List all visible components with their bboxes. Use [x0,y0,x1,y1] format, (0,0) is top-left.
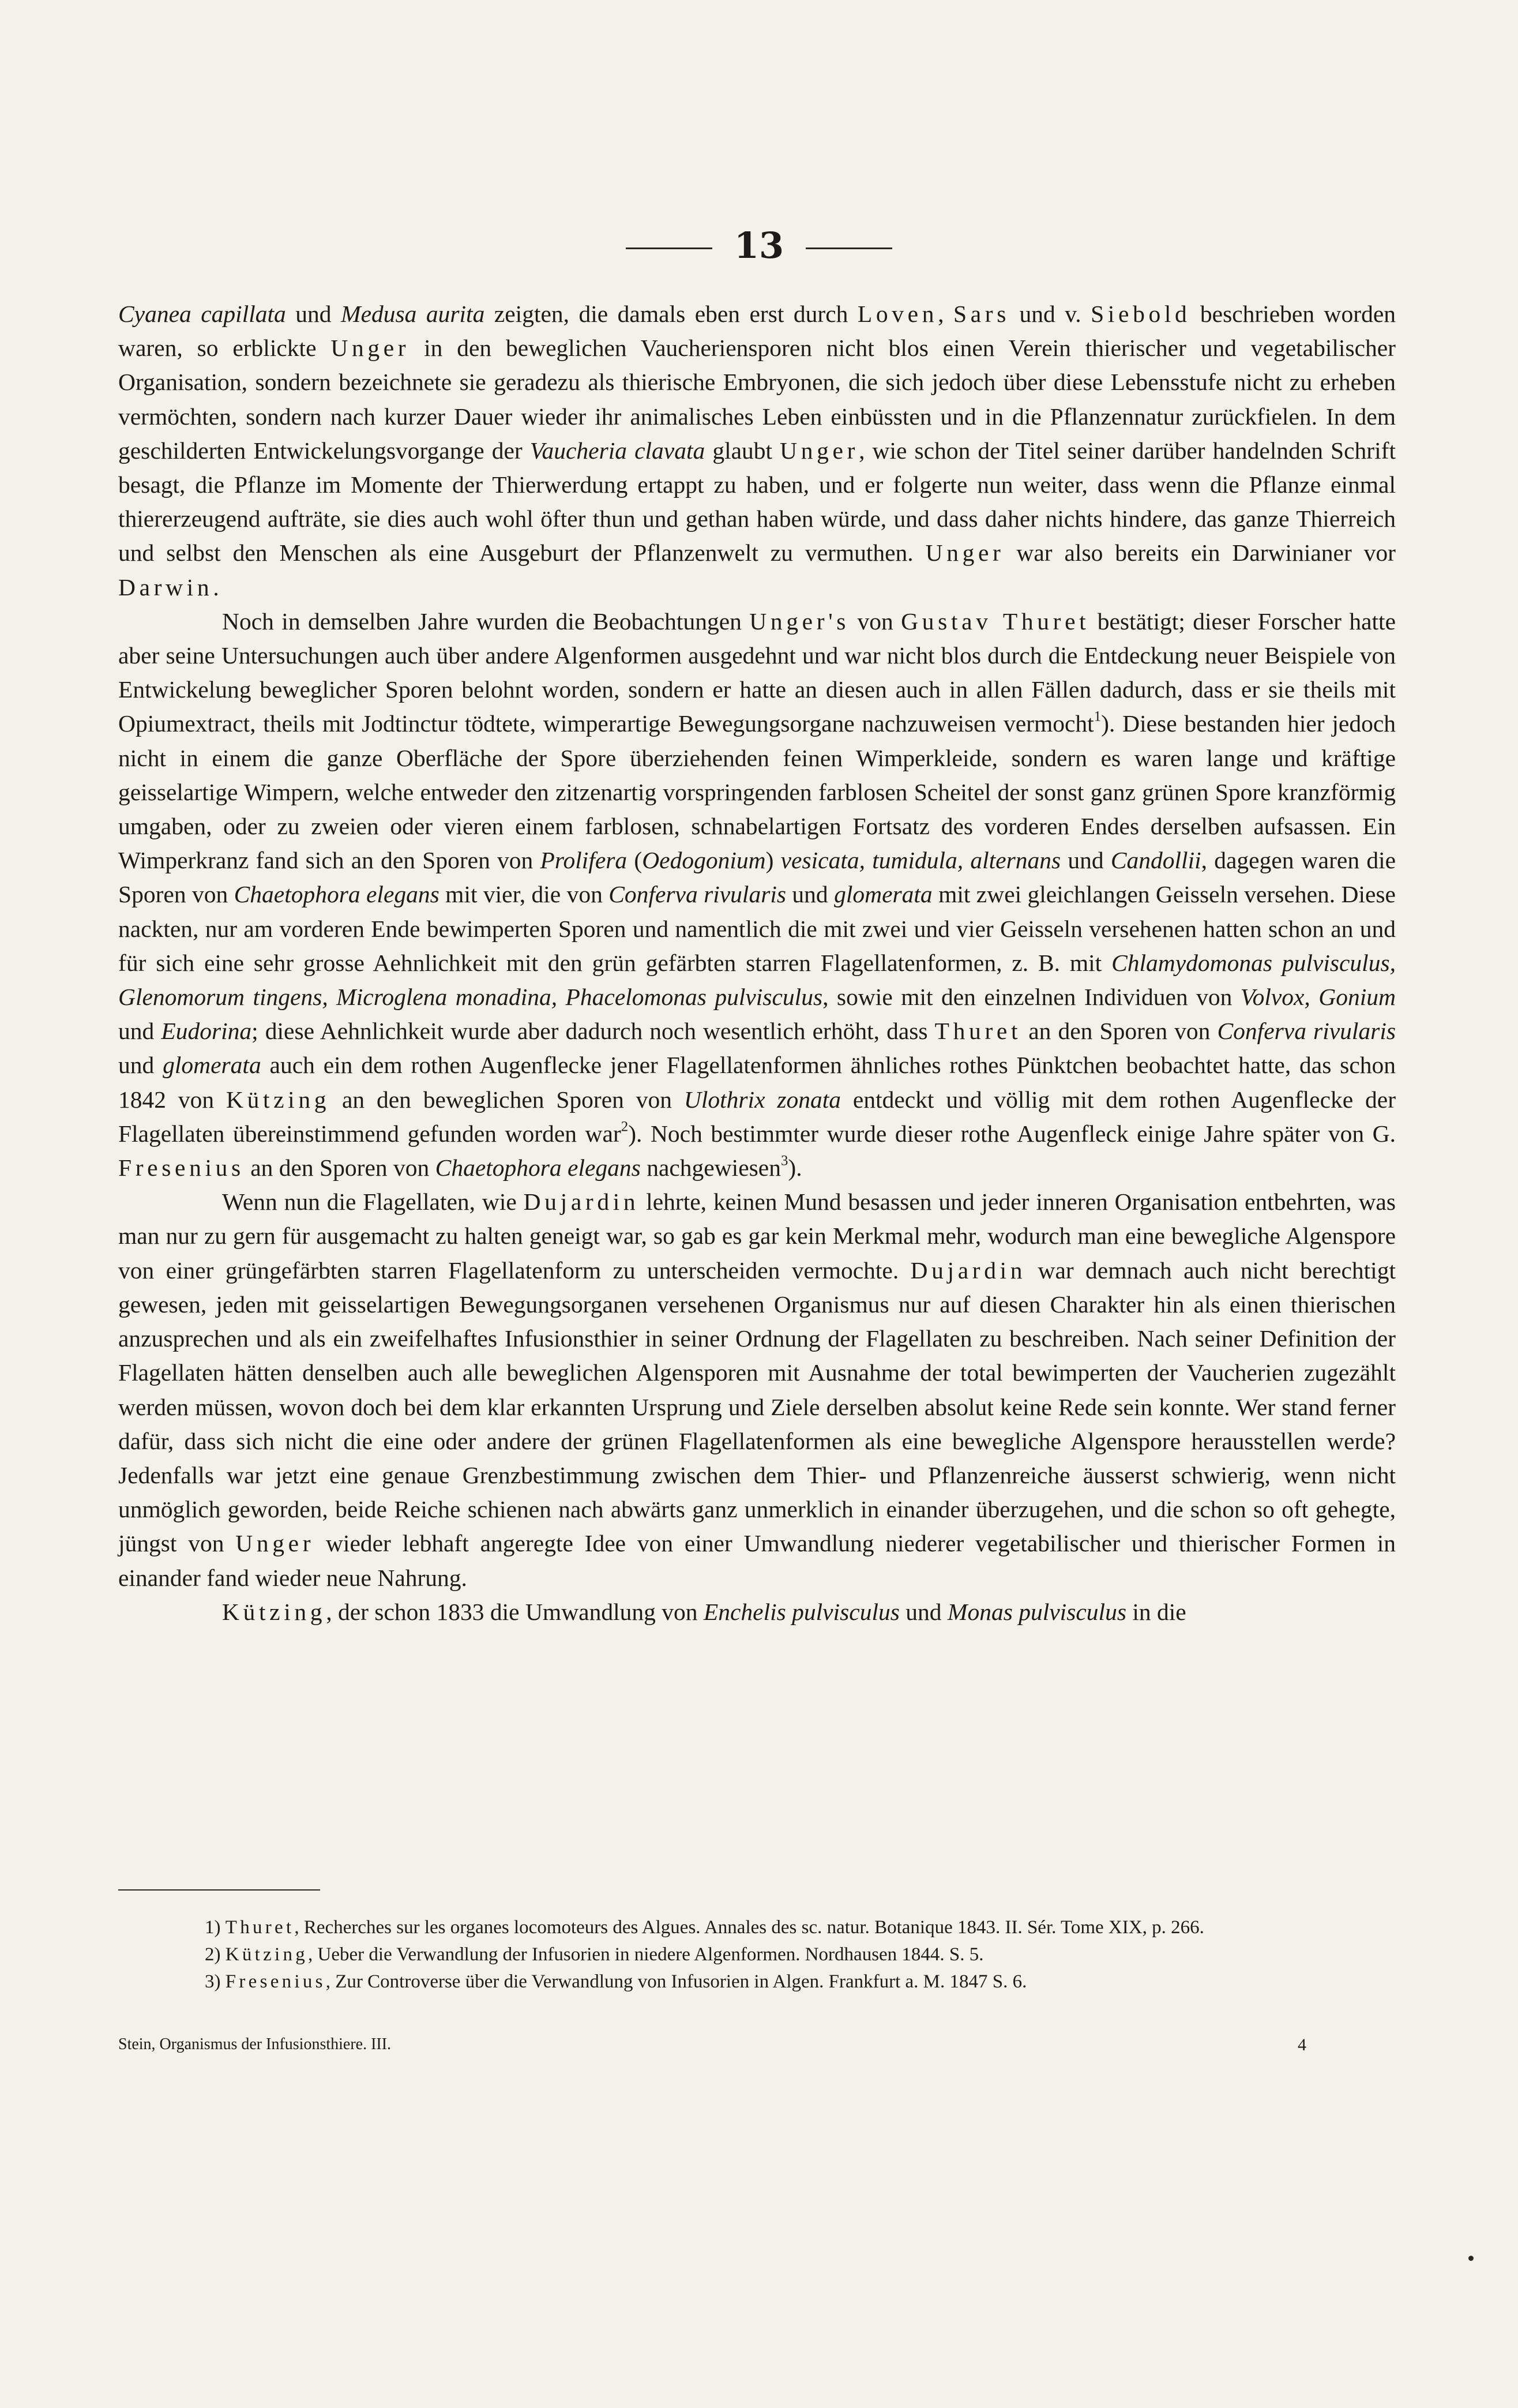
text-run: und [1061,847,1111,874]
text-run: war also bereits ein Darwinianer vor [1004,539,1396,567]
text-run: 1) [205,1917,226,1938]
text-run: , Recherches sur les organes locomoteurs des Algues. Annales des sc. natur. Botanique 1843. II. Sér. Tome XIX, p. 266. [294,1917,1204,1938]
species-name: Medusa aurita [341,301,485,327]
species-name: Cyanea capillata [118,301,286,327]
species-name: Chaetophora elegans [234,881,439,908]
author-name: Kützing [225,1944,309,1965]
species-name: Oedogonium [642,847,766,874]
species-name: Eudorina [161,1018,252,1045]
text-run: bestätigt; dieser Forscher hatte aber seine Untersuchungen auch über andere Algenformen ausgedehnt und war nicht blos durch die Entdeckung neuer Beispiele von Entwickelung beweglicher Sporen belohnt worden, sondern er hatte an diesen auch in allen Fällen dadurch, dass er sie theils mit Opiumextract, theils mit Jodtinctur tödtete, wimperartige Bewegungsorgane nachzuweisen vermocht [118,607,1396,737]
author-name: Thuret [934,1018,1022,1045]
species-name: Vaucheria clavata [529,437,705,464]
author-name: Dujardin [523,1188,640,1216]
text-run: und [786,881,835,908]
author-name: Sars [953,301,1010,327]
text-run: ). [788,1154,802,1182]
species-name: Monas pulvisculus [947,1598,1126,1625]
footnote-ref: 3 [780,1153,788,1169]
species-name: Volvox, Gonium [1240,984,1396,1011]
footnote-ref: 2 [621,1119,629,1135]
footnotes [118,1914,1396,1996]
text-run: ) [765,847,781,874]
paragraph [118,1595,1396,1629]
species-name: glomerata [834,881,933,908]
author-name: Kützing [226,1086,330,1113]
text-run: mit vier, die von [439,881,609,908]
text-run: ( [627,847,642,874]
text-run: ). Noch bestimmter wurde dieser rothe Augenfleck einige Jahre später von G. [628,1120,1396,1147]
author-name: Unger [330,335,410,362]
header-rule-right [806,247,892,249]
author-name: Fresenius [118,1154,245,1182]
author-name: Fresenius [225,1971,326,1992]
species-name: Enchelis pulvisculus [703,1598,900,1625]
text-run: , sowie mit den einzelnen Individuen von [822,984,1241,1011]
author-name: Loven [857,301,938,327]
author-name: Thuret [225,1917,295,1938]
footnote [118,1968,1396,1996]
footnote [118,1914,1396,1941]
species-name: Chaetophora elegans [435,1154,641,1182]
page-number: 13 [734,224,784,267]
page-header [0,224,1518,267]
text-run: an den Sporen von [244,1154,435,1182]
text-run: wieder lebhaft angeregte Idee von einer Umwandlung niederer vegetabilischer und thierischer Formen in einander fand wieder neue Nahrung. [118,1530,1396,1591]
species-name: glomerata [163,1052,261,1079]
signature-number: 4 [1298,2035,1306,2054]
text-run: 3) [205,1971,226,1992]
text-run: und [118,1052,163,1079]
paragraph [118,297,1396,605]
text-run: und [285,301,341,327]
paragraph [118,1185,1396,1595]
text-run: an den Sporen von [1021,1018,1218,1045]
author-name: Unger [925,539,1005,567]
footnote-ref: 1 [1094,708,1102,725]
text-run: nachgewiesen [640,1154,781,1182]
text-run: 2) [205,1944,226,1965]
text-run: beschrieben worden waren, so erblickte [118,301,1396,362]
author-name: Unger's [749,607,850,635]
text-run: ). Diese bestanden hier jedoch nicht in einem die ganze Oberfläche der Spore überziehenden feinen Wimperkleide, sondern es waren lange und kräftige geisselartige Wimpern, welche entweder den zitzenartig vorspringenden farblosen Scheitel der sonst ganz grünen Spore kranzförmig umgaben, oder zu zweien oder vieren einem farblosen, schnabelartigen Fortsatz des vorderen Endes derselben aufsassen. Ein Wimperkranz fand sich an den Sporen von [118,710,1396,874]
text-run: mit zwei gleichlangen Geisseln versehen. Diese nackten, nur am vorderen Ende bewimperten Sporen und namentlich die mit zwei und vier Geisseln versehenen hatten schon an und für sich eine sehr grosse Aehnlichkeit mit den grün gefärbten starren Flagellatenformen, z. B. mit [118,881,1396,976]
text-run: von [850,607,901,635]
text-run: , wie schon der Titel seiner darüber handelnden Schrift besagt, die Pflanze im Momente der Thierwerdung ertappt zu haben, und er folgerte nun weiter, dass wenn die Pflanze einmal thiererzeugend aufträte, sie dies auch wohl öfter thun und gethan haben würde, und dass daher nichts hindere, das ganze Thierreich und selbst den Menschen als eine Ausgeburt der Pflanzenwelt zu vermuthen. [118,437,1396,567]
species-name: Ulothrix zonata [683,1086,841,1113]
species-name: Prolifera [540,847,628,874]
text-run: entdeckt und völlig mit dem rothen Augenflecke der Flagellaten übereinstimmend gefunden worden war [118,1086,1396,1147]
footnote [118,1941,1396,1968]
text-run: Wenn nun die Flagellaten, wie [222,1188,524,1216]
author-name: Unger [780,437,859,464]
author-name: Kützing [222,1598,326,1625]
text-run: in die [1126,1598,1186,1625]
text-run: und v. [1010,301,1091,327]
species-name: Chlamydomonas pulvisculus, Glenomorum tingens, Microglena monadina, Phacelomonas pulvisculus [118,949,1396,1011]
signature-mark: Stein, Organismus der Infusionsthiere. III. [118,2035,392,2053]
text-run: , Ueber die Verwandlung der Infusorien in niedere Algenformen. Nordhausen 1844. S. 5. [308,1944,984,1965]
species-name: Candollii [1110,847,1201,874]
author-name: Darwin [118,573,213,601]
text-run: , Zur Controverse über die Verwandlung von Infusorien in Algen. Frankfurt a. M. 1847 S. 6. [325,1971,1027,1992]
text-run: und [118,1018,161,1045]
species-name: vesicata, tumidula, alternans [780,847,1061,874]
text-run: , der schon 1833 die Umwandlung von [326,1598,704,1625]
signature-line [118,2035,1396,2055]
species-name: Conferva rivularis [608,881,787,908]
text-run: , dagegen waren die Sporen von [118,847,1396,908]
text-run: in den beweglichen Vaucheriensporen nicht blos einen Verein thierischer und vegetabilischer Organisation, sondern bezeichnete sie geradezu als thierische Embryonen, die sich jedoch über diese Lebensstufe nicht zu erheben vermöchten, sondern nach kurzer Dauer wieder ihr animalisches Leben einbüssten und in die Pflanzennatur zurückfielen. In dem geschilderten Entwickelungsvorgange der [118,335,1396,464]
author-name: Dujardin [910,1256,1027,1284]
text-run: zeigten, die damals eben erst durch [484,301,858,327]
text-run: glaubt [705,437,780,464]
header-rule-left [626,247,712,249]
text-run: an den beweglichen Sporen von [330,1086,684,1113]
author-name: Gustav Thuret [901,607,1090,635]
text-run: und [899,1598,948,1625]
species-name: Conferva rivularis [1217,1018,1396,1045]
author-name: Unger [235,1530,315,1557]
text-run: war demnach auch nicht berechtigt gewesen, jeden mit geisselartigen Bewegungsorganen versehenen Organismus nur auf diesen Charakter hin als einen thierischen anzusprechen und als ein zweifelhaftes Infusionsthier in seiner Ordnung der Flagellaten zu beschreiben. Nach seiner Definition der Flagellaten hätten denselben auch alle beweglichen Algensporen mit Ausnahme der total bewimperten der Vaucherien zugezählt werden müssen, wovon doch bei dem klar erkannten Ursprung und Ziele derselben absolut keine Rede sein konnte. Wer stand ferner dafür, dass sich nicht die eine oder andere der grünen Flagellatenformen als eine bewegliche Algenspore herausstellen werde? Jedenfalls war jetzt eine genaue Grenzbestimmung zwischen dem Thier- und Pflanzenreiche äusserst schwierig, wenn nicht unmöglich geworden, beide Reiche schienen nach abwärts ganz unmerklich in einander überzugehen, und die schon so oft gehegte, jüngst von [118,1256,1396,1557]
footnote-rule [118,1889,320,1891]
text-run: , [938,301,953,327]
paper-speck [1468,2256,1474,2261]
text-run: auch ein dem rothen Augenflecke jener Flagellatenformen ähnliches rothes Pünktchen beobachtet hatte, das schon 1842 von [118,1052,1396,1113]
text-run: Noch in demselben Jahre wurden die Beobachtungen [222,607,750,635]
text-run: lehrte, keinen Mund besassen und jeder inneren Organisation entbehrten, was man nur zu gern für ausgemacht zu halten geneigt war, so gab es gar kein Merkmal mehr, wodurch man eine bewegliche Algenspore von einer grüngefärbten starren Flagellatenform zu unterscheiden vermochte. [118,1188,1396,1284]
text-run: . [213,573,219,601]
paragraph [118,605,1396,1185]
author-name: Siebold [1091,301,1191,327]
text-run: ; diese Aehnlichkeit wurde aber dadurch noch wesentlich erhöht, dass [251,1018,935,1045]
body-text [118,297,1396,1629]
